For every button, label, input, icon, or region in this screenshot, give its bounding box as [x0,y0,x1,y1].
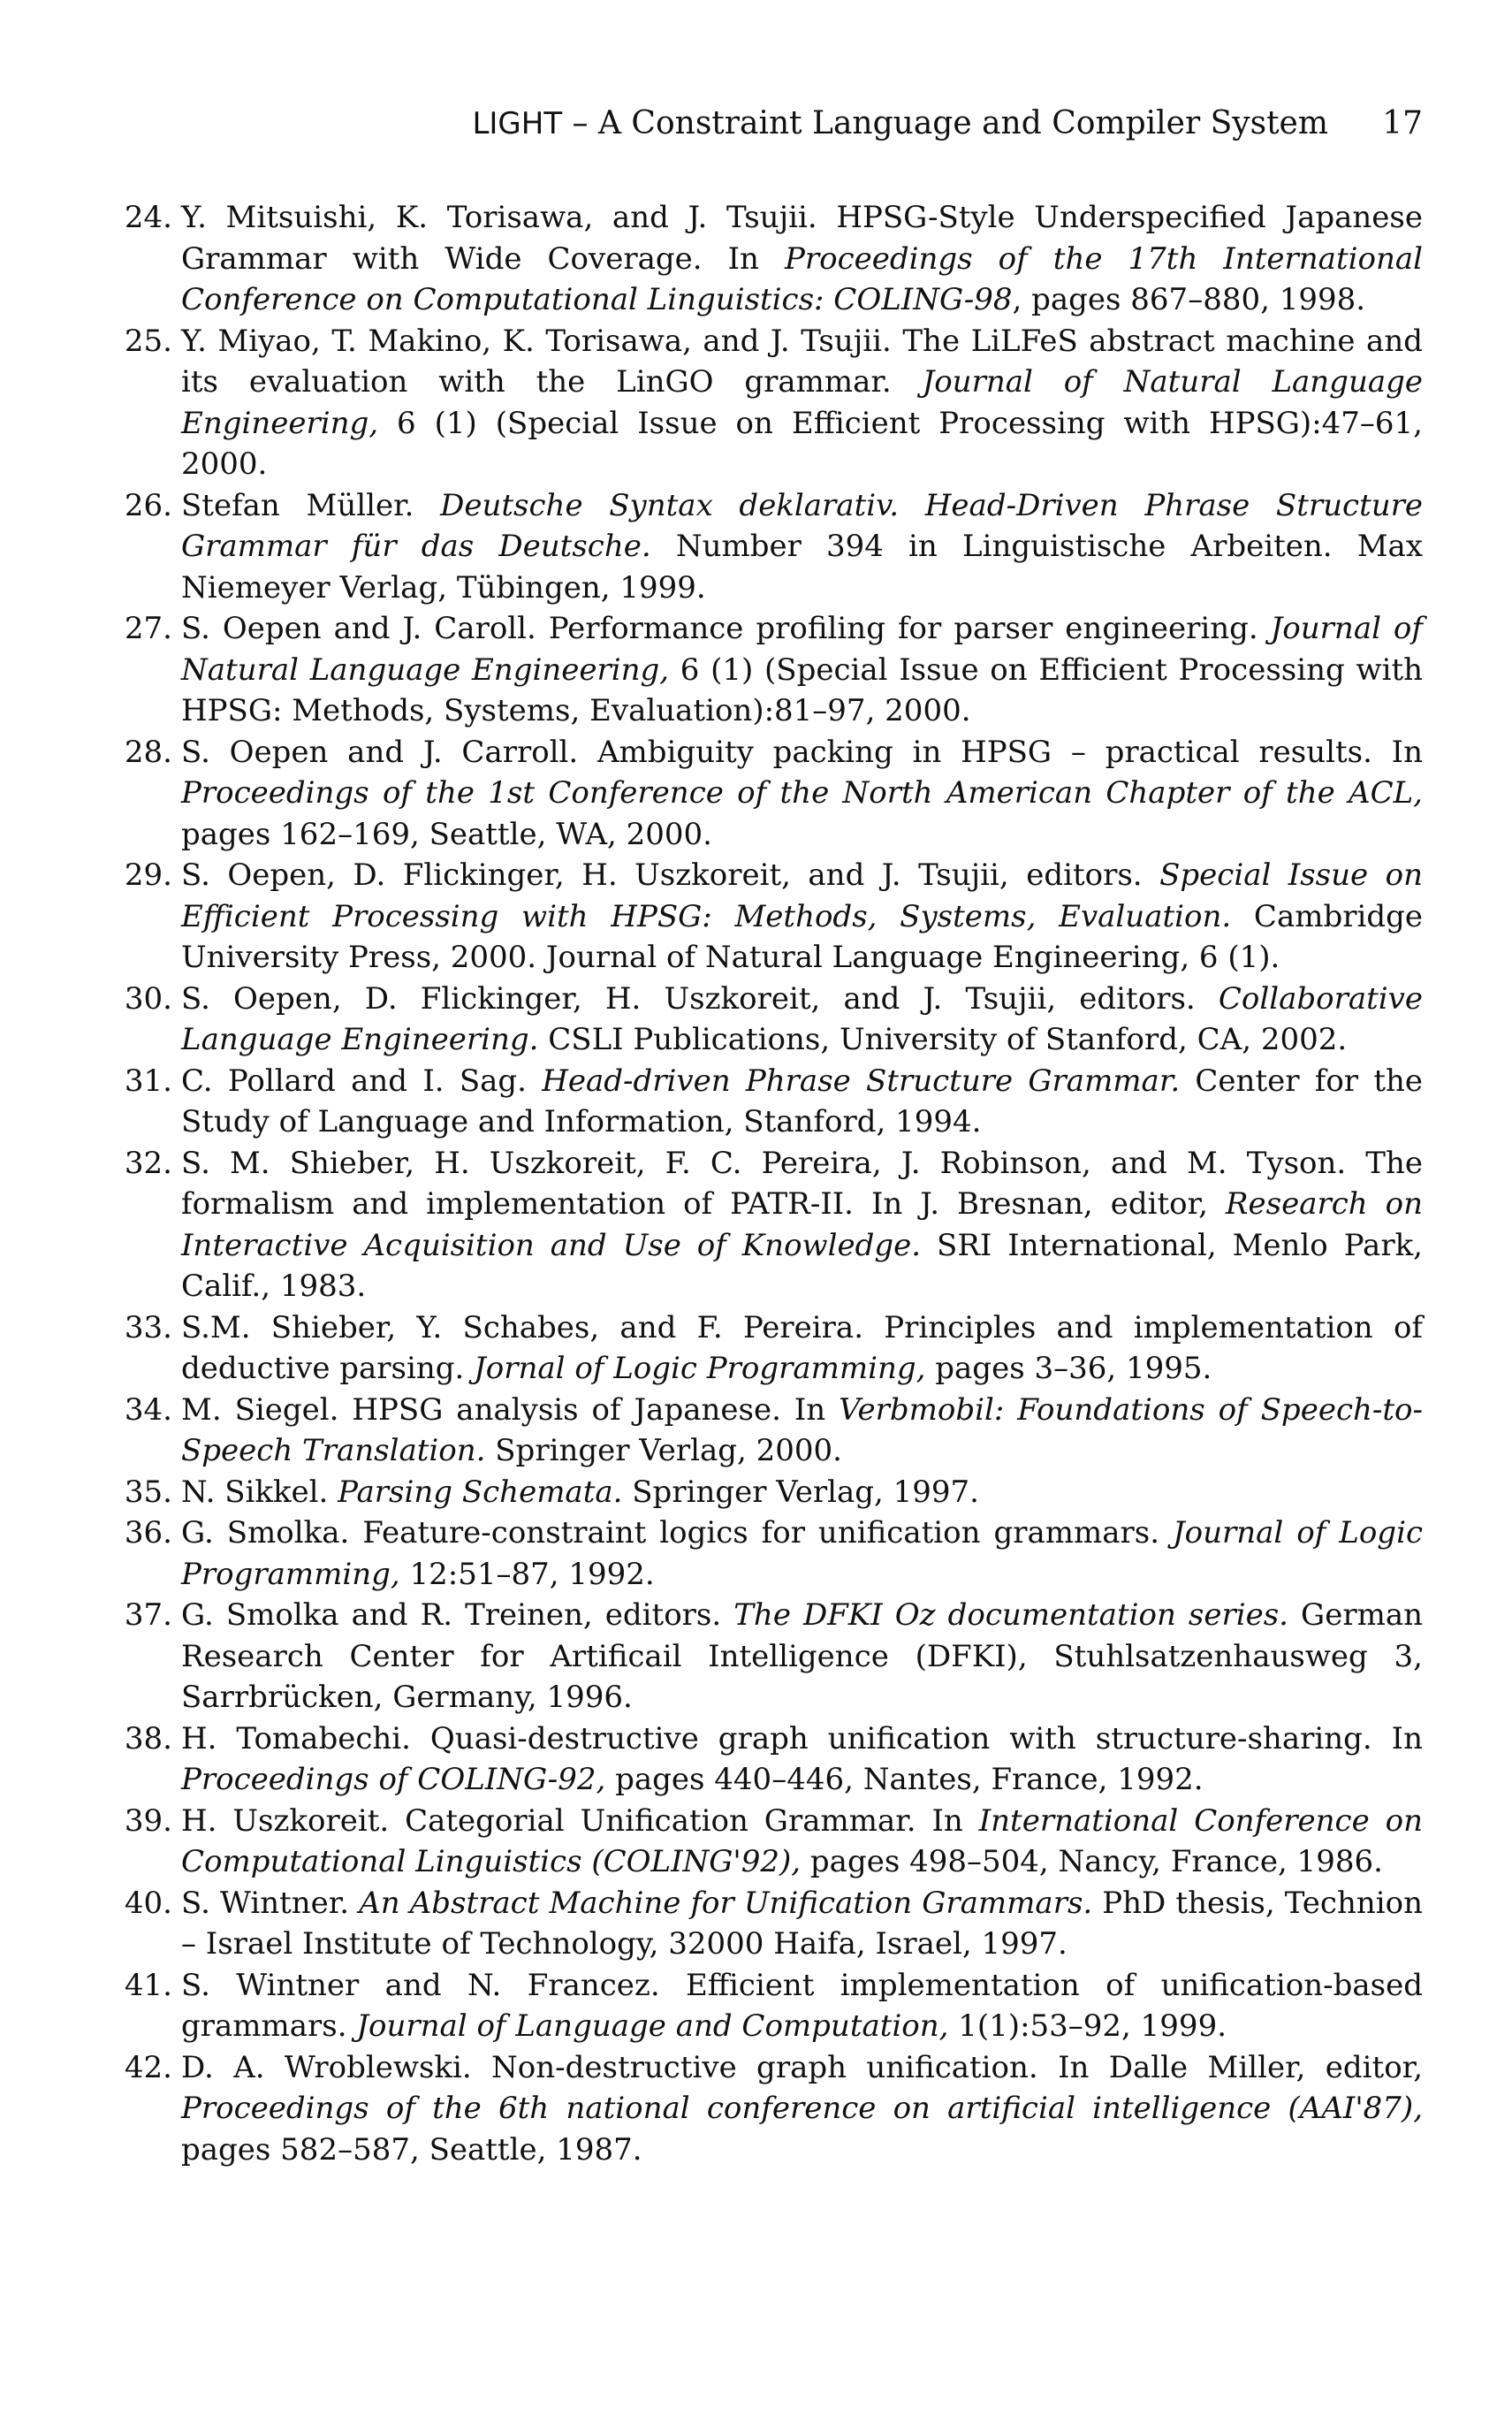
reference-number: 41. [124,1967,172,2003]
reference-number: 36. [124,1515,172,1551]
reference-text-segment: Springer Verlag, 1997. [622,1474,979,1510]
reference-text [181,1883,1423,1965]
reference-text-segment: CSLI Publications, University of Stanford, CA, 2002. [538,1022,1348,1057]
reference-text-segment: 6 (1) (Special Issue on Efficient Processing with HPSG: Methods, Systems, Evaluation):81–97, 2000. [181,651,1424,728]
reference-title-italic: Proceedings of the 6th national conference on artificial intelligence (AAI'87), [181,2091,1423,2126]
reference-title-italic: Journal of Natural Language Engineering, [181,611,1423,688]
reference-number: 28. [124,734,172,770]
reference-title-italic: Research on Interactive Acquisition and Use of Knowledge. [181,1186,1424,1263]
reference-text-segment: H. Tomabechi. Quasi-destructive graph unification with structure-sharing. In [181,1720,1423,1756]
reference-item [124,1965,1423,2047]
running-title-rest: – A Constraint Language and Compiler System [562,105,1328,141]
reference-text-segment: pages 3–36, 1995. [925,1351,1212,1386]
running-title-smallcaps: LIGHT [472,106,563,141]
reference-number: 40. [124,1885,172,1921]
reference-text-segment: pages 162–169, Seattle, WA, 2000. [181,816,712,852]
reference-text-segment: S.M. Shieber, Y. Schabes, and F. Pereira. Principles and implementation of deductive parsing. [181,1309,1423,1386]
reference-text [181,197,1423,321]
reference-text-segment: pages 498–504, Nancy, France, 1986. [801,1844,1383,1879]
reference-title-italic: Parsing Schemata. [338,1474,623,1510]
reference-item [124,1801,1423,1883]
reference-text-segment: S. M. Shieber, H. Uszkoreit, F. C. Pereira, J. Robinson, and M. Tyson. The formalism and implementation of PATR-II. In J. Bresnan, editor, [181,1145,1423,1222]
reference-text-segment: C. Pollard and I. Sag. [181,1063,543,1099]
reference-number: 33. [124,1309,172,1345]
reference-text-segment: 6 (1) (Special Issue on Efficient Processing with HPSG):47–61, 2000. [181,405,1423,482]
reference-title-italic: Journal of Logic Programming, [181,1515,1423,1592]
reference-number: 31. [124,1063,172,1099]
reference-number: 30. [124,980,172,1017]
reference-text-segment: G. Smolka and R. Treinen, editors. [181,1597,734,1633]
reference-text-segment: 12:51–87, 1992. [399,1556,655,1592]
reference-item [124,2047,1423,2171]
reference-text [181,1512,1423,1595]
reference-item [124,1883,1423,1965]
reference-text-segment: S. Oepen, D. Flickinger, H. Uszkoreit, and J. Tsujii, editors. [181,857,1160,893]
reference-item [124,732,1423,856]
reference-text [181,1307,1423,1390]
reference-text-segment: Stefan Müller. [181,487,441,523]
reference-text [181,855,1423,979]
reference-item [124,1512,1423,1595]
reference-text-segment: N. Sikkel. [181,1474,338,1510]
reference-text-segment: H. Uszkoreit. Categorial Unification Grammar. In [181,1802,979,1839]
reference-text-segment: Center for the Study of Language and Information, Stanford, 1994. [181,1063,1424,1139]
reference-title-italic: Deutsche Syntax deklarativ. Head-Driven Phrase Structure Grammar für das Deutsche. [181,487,1423,564]
reference-text-segment: S. Wintner and N. Francez. Efficient implementation of unification-based grammars. [181,1967,1423,2044]
reference-item [124,979,1423,1061]
reference-number: 34. [124,1391,172,1428]
reference-text-segment: G. Smolka. Feature-constraint logics for unification grammars. [181,1515,1173,1551]
reference-number: 42. [124,2049,172,2085]
running-title [472,103,1328,145]
reference-text-segment: Y. Mitsuishi, K. Torisawa, and J. Tsujii. HPSG-Style Underspecified Japanese Grammar with Wide Coverage. In [181,200,1423,277]
reference-number: 39. [124,1802,172,1839]
reference-text-segment: S. Wintner. [181,1885,360,1921]
reference-title-italic: The DFKI Oz documentation series. [733,1597,1288,1633]
reference-title-italic: Journal of Natural Language Engineering, [181,364,1424,441]
reference-text [181,2047,1423,2171]
reference-text [181,1390,1423,1472]
reference-text [181,485,1423,609]
reference-list [124,197,1424,2170]
reference-text-segment: M. Siegel. HPSG analysis of Japanese. In [181,1391,840,1428]
reference-title-italic: Journal of Language and Computation, [356,2008,949,2044]
reference-title-italic: International Conference on Computational Linguistics (COLING'92), [181,1802,1423,1879]
reference-number: 26. [124,487,172,523]
reference-text-segment: Y. Miyao, T. Makino, K. Torisawa, and J. Tsujii. The LiLFeS abstract machine and its evaluation with the LinGO grammar. [181,323,1423,400]
reference-item [124,1472,1423,1513]
reference-text [181,732,1423,856]
reference-item [124,1061,1424,1143]
reference-text-segment: PhD thesis, Technion – Israel Institute of Technology, 32000 Haifa, Israel, 1997. [181,1885,1423,1962]
reference-text-segment: pages 440–446, Nantes, France, 1992. [605,1762,1204,1797]
reference-item [124,1718,1423,1801]
reference-number: 24. [124,200,172,235]
reference-text-segment: Number 394 in Linguistische Arbeiten. Max Niemeyer Verlag, Tübingen, 1999. [181,529,1424,606]
reference-item [124,197,1423,321]
reference-text-segment: German Research Center for Artificail Intelligence (DFKI), Stuhlsatzenhausweg 3, Sarrbrücken, Germany, 1996. [181,1597,1423,1715]
reference-title-italic: Proceedings of the 1st Conference of the North American Chapter of the ACL, [181,775,1423,811]
reference-number: 37. [124,1597,172,1633]
reference-title-italic: Jornal of Logic Programming, [474,1351,926,1386]
reference-text [181,1143,1423,1307]
reference-text [181,1801,1423,1883]
reference-item [124,321,1424,485]
reference-text-segment: Cambridge University Press, 2000. Journal of Natural Language Engineering, 6 (1). [181,898,1423,975]
reference-text-segment: Springer Verlag, 2000. [485,1433,842,1468]
reference-number: 32. [124,1145,172,1181]
reference-text [181,1472,1423,1513]
reference-text [181,1965,1423,2047]
reference-number: 25. [124,323,172,359]
reference-item [124,1390,1423,1472]
reference-title-italic: Head-driven Phrase Structure Grammar. [542,1063,1181,1099]
reference-text-segment: S. Oepen and J. Caroll. Performance profiling for parser engineering. [181,611,1271,646]
reference-item [124,608,1424,732]
reference-text [181,1595,1423,1718]
reference-text [181,1061,1423,1143]
reference-item [124,485,1424,609]
reference-title-italic: Collaborative Language Engineering. [181,980,1423,1057]
reference-text-segment: , pages 867–880, 1998. [1012,282,1366,317]
reference-text-segment: D. A. Wroblewski. Non-destructive graph unification. In Dalle Miller, editor, [181,2049,1423,2085]
reference-title-italic: Special Issue on Efficient Processing with HPSG: Methods, Systems, Evaluation. [181,857,1423,934]
reference-number: 35. [124,1474,172,1510]
reference-item [124,1595,1423,1718]
reference-number: 38. [124,1720,172,1756]
running-head [181,103,1423,145]
reference-item [124,1143,1424,1307]
reference-text [181,321,1423,485]
reference-text-segment: pages 582–587, Seattle, 1987. [181,2131,642,2168]
reference-item [124,1307,1423,1390]
reference-text [181,608,1423,732]
page-number: 17 [1382,105,1423,141]
reference-text [181,979,1423,1061]
reference-title-italic: Verbmobil: Foundations of Speech-to-Speech Translation. [181,1391,1423,1468]
reference-text-segment: 1(1):53–92, 1999. [948,2008,1227,2044]
reference-title-italic: Proceedings of COLING-92, [181,1762,606,1797]
reference-number: 27. [124,611,172,646]
reference-title-italic: Proceedings of the 17th International Conference on Computational Linguistics: COLING-98 [181,240,1423,317]
reference-number: 29. [124,857,172,893]
reference-text [181,1718,1423,1801]
reference-text-segment: S. Oepen, D. Flickinger, H. Uszkoreit, and J. Tsujii, editors. [181,980,1219,1017]
reference-item [124,855,1423,979]
reference-title-italic: An Abstract Machine for Unification Grammars. [359,1885,1093,1921]
reference-text-segment: SRI International, Menlo Park, Calif., 1983. [181,1227,1423,1304]
reference-text-segment: S. Oepen and J. Carroll. Ambiguity packing in HPSG – practical results. In [181,734,1423,770]
